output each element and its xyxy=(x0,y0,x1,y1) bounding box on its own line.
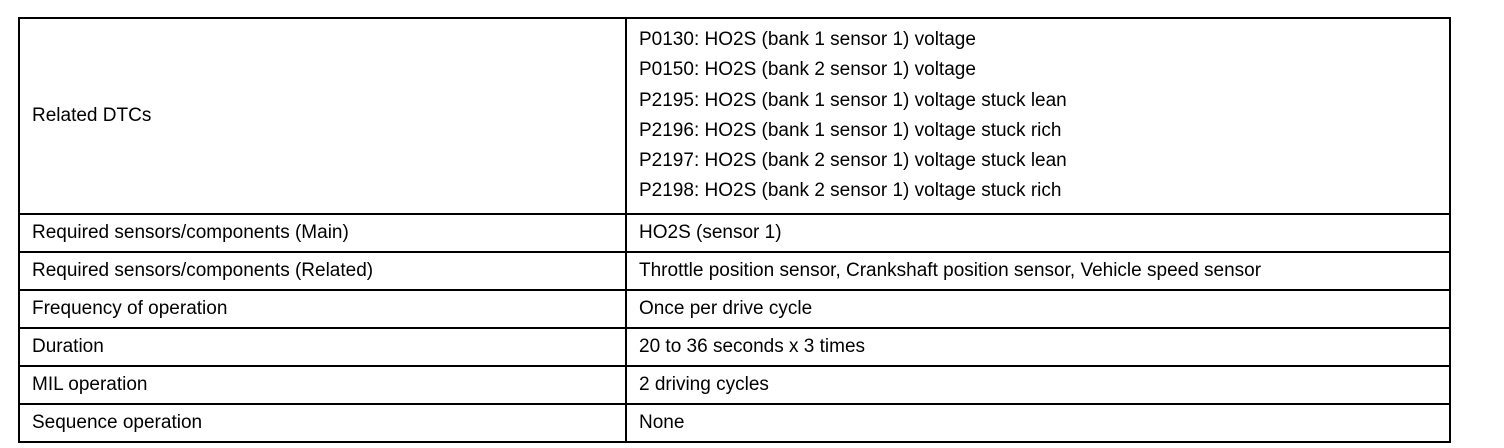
row-label: Required sensors/components (Main) xyxy=(19,214,626,252)
row-label: MIL operation xyxy=(19,366,626,404)
table-row-sequence-operation xyxy=(19,404,1450,442)
dtc-item: P2197: HO2S (bank 2 sensor 1) voltage stuck lean xyxy=(639,150,1067,172)
row-value: None xyxy=(626,404,1450,442)
table-row-frequency xyxy=(19,290,1450,328)
table-row-mil-operation xyxy=(19,366,1450,404)
dtc-item: P2198: HO2S (bank 2 sensor 1) voltage stuck rich xyxy=(639,180,1062,202)
row-label: Sequence operation xyxy=(19,404,626,442)
monitor-spec-table xyxy=(18,17,1451,443)
row-label-related-dtcs: Related DTCs xyxy=(19,18,626,214)
table-row-main-sensors xyxy=(19,214,1450,252)
row-label: Duration xyxy=(19,328,626,366)
row-label: Frequency of operation xyxy=(19,290,626,328)
spec-table-body xyxy=(19,18,1450,442)
row-label: Required sensors/components (Related) xyxy=(19,252,626,290)
row-value: 20 to 36 seconds x 3 times xyxy=(626,328,1450,366)
dtc-item: P2196: HO2S (bank 1 sensor 1) voltage stuck rich xyxy=(639,119,1062,141)
table-row-related-dtcs xyxy=(19,18,1450,214)
dtc-item: P0130: HO2S (bank 1 sensor 1) voltage xyxy=(639,29,976,50)
dtc-list xyxy=(639,19,1449,213)
row-value: Once per drive cycle xyxy=(626,290,1450,328)
dtc-item: P2195: HO2S (bank 1 sensor 1) voltage stuck lean xyxy=(639,89,1067,111)
dtc-item: P0150: HO2S (bank 2 sensor 1) voltage xyxy=(639,59,976,81)
row-value: HO2S (sensor 1) xyxy=(626,214,1450,252)
table-row-duration xyxy=(19,328,1450,366)
row-value: Throttle position sensor, Crankshaft position sensor, Vehicle speed sensor xyxy=(626,252,1450,290)
row-value-related-dtcs xyxy=(626,18,1450,214)
row-value: 2 driving cycles xyxy=(626,366,1450,404)
table-row-related-sensors xyxy=(19,252,1450,290)
